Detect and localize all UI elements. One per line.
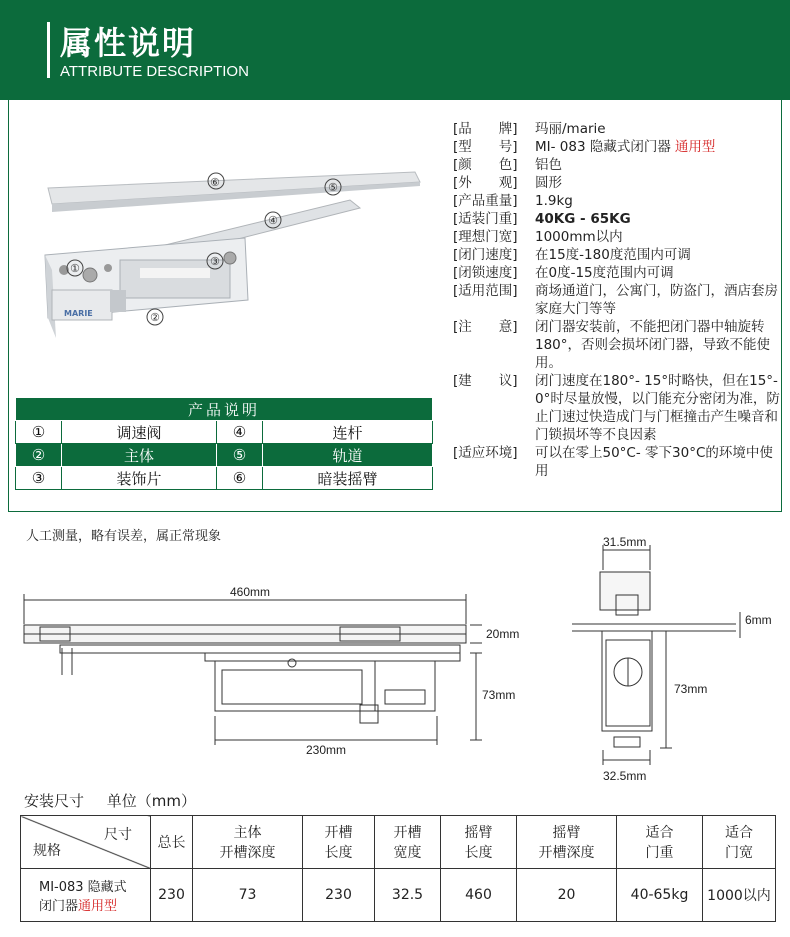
callout-4: ④ — [268, 214, 278, 227]
header-title: 属性说明 — [60, 24, 197, 62]
callout-3: ③ — [210, 255, 220, 268]
spec-key: [适应环境] — [453, 445, 518, 461]
part-name: 连杆 — [263, 421, 433, 444]
dimension-table — [20, 815, 776, 922]
measurement-note: 人工测量，略有误差，属正常现象 — [26, 529, 222, 544]
spec-value: 在15度-180度范围内可调 — [535, 247, 691, 263]
spec-key: [外 观] — [453, 175, 518, 191]
col-header: 主体 开槽深度 — [193, 816, 303, 869]
part-num: ② — [16, 444, 62, 467]
dim-31-5: 31.5mm — [603, 535, 647, 549]
spec-value: MI- 083 隐藏式闭门器 通用型 — [535, 139, 716, 155]
col-header: 开槽 宽度 — [375, 816, 441, 869]
install-unit: 单位（mm） — [106, 792, 197, 810]
cell: 20 — [517, 869, 617, 922]
spec-key: [建 议] — [453, 373, 518, 389]
corner-cell — [21, 816, 151, 869]
callout-6: ⑥ — [210, 176, 220, 189]
install-label: 安装尺寸 单位（mm） — [24, 792, 197, 810]
spec-value: 闭门器安装前，不能把闭门器中轴旋转180°，否则会损坏闭门器，导致不能使用。 — [535, 319, 771, 371]
col-header: 开槽 长度 — [303, 816, 375, 869]
spec-key: [适装门重] — [453, 211, 518, 227]
cell: 32.5 — [375, 869, 441, 922]
spec-value: 铝色 — [535, 157, 562, 173]
spec-key: [闭锁速度] — [453, 265, 518, 281]
spec-value: 1.9kg — [535, 193, 573, 209]
cell: 230 — [151, 869, 193, 922]
col-header: 摇臂 长度 — [441, 816, 517, 869]
spec-key: [型 号] — [453, 139, 518, 155]
spec-key: [产品重量] — [453, 193, 518, 209]
model-name: MI-083 隐藏式 闭门器 — [39, 880, 127, 914]
part-name: 暗装摇臂 — [263, 467, 433, 490]
dim-32-5: 32.5mm — [603, 769, 647, 783]
spec-key: [注 意] — [453, 319, 518, 335]
spec-value: 圆形 — [535, 175, 562, 191]
col-header: 适合 门重 — [617, 816, 703, 869]
part-name: 轨道 — [263, 444, 433, 467]
part-num: ⑤ — [217, 444, 263, 467]
spec-value: 可以在零上50°C- 零下30°C的环境中使用 — [535, 445, 773, 479]
model-cell — [21, 869, 151, 922]
spec-key: [闭门速度] — [453, 247, 518, 263]
spec-value: 40KG - 65KG — [535, 211, 631, 227]
part-num: ① — [16, 421, 62, 444]
spec-value: 在0度-15度范围内可调 — [535, 265, 674, 281]
dim-6: 6mm — [745, 613, 772, 627]
spec-key: [颜 色] — [453, 157, 518, 173]
spec-key: [理想门宽] — [453, 229, 518, 245]
corner-top: 尺寸 — [104, 827, 132, 843]
dim-230: 230mm — [306, 743, 347, 757]
dim-73-side: 73mm — [674, 682, 708, 696]
spec-key: [品 牌] — [453, 121, 518, 137]
dim-73: 73mm — [482, 688, 516, 702]
cell: 460 — [441, 869, 517, 922]
col-header: 总长 — [151, 816, 193, 869]
corner-bottom: 规格 — [33, 843, 61, 859]
spec-value: 闭门速度在180°- 15°时略快，但在15°- 0°时尽量放慢，以门能充分密闭为准，防止门速过快造成门与门框撞击产生噪音和门锁损坏等不良因素 — [535, 373, 780, 443]
cell: 40-65kg — [617, 869, 703, 922]
part-num: ④ — [217, 421, 263, 444]
dim-460: 460mm — [230, 585, 271, 599]
spec-key: [适用范围] — [453, 283, 518, 299]
spec-value: 玛丽/marie — [535, 121, 606, 137]
header-subtitle: ATTRIBUTE DESCRIPTION — [60, 63, 249, 80]
part-num: ③ — [16, 467, 62, 490]
part-num: ⑥ — [217, 467, 263, 490]
spec-value: 1000mm以内 — [535, 229, 623, 245]
callout-5: ⑤ — [328, 181, 338, 194]
part-name: 调速阀 — [62, 421, 217, 444]
dim-20: 20mm — [486, 627, 520, 641]
cell: 230 — [303, 869, 375, 922]
cell: 1000以内 — [703, 869, 776, 922]
col-header: 摇臂 开槽深度 — [517, 816, 617, 869]
callout-2: ② — [150, 311, 160, 324]
parts-table-title: 产品说明 — [16, 398, 433, 421]
model-tag: 通用型 — [78, 899, 118, 914]
brand-logo: MARIE — [64, 309, 93, 318]
part-name: 主体 — [62, 444, 217, 467]
cell: 73 — [193, 869, 303, 922]
callout-1: ① — [70, 262, 80, 275]
col-header: 适合 门宽 — [703, 816, 776, 869]
part-name: 装饰片 — [62, 467, 217, 490]
spec-value: 商场通道门，公寓门，防盗门，酒店套房家庭大门等等 — [535, 283, 778, 317]
